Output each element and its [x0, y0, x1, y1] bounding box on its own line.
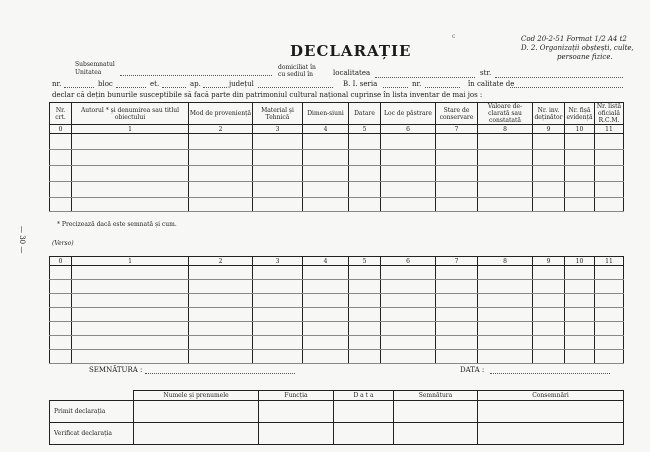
col-header-dimensiuni: Dimen-siuni — [303, 103, 349, 125]
col-num: 0 — [50, 125, 72, 134]
form-code-line1: Cod 20-2-51 Format 1/2 A4 t2 — [521, 35, 627, 43]
inventory-table-verso — [49, 256, 624, 364]
bi-seria-field[interactable] — [383, 87, 408, 88]
table-row[interactable] — [50, 322, 624, 336]
inventory-table-front — [49, 102, 624, 212]
row-label-verificat: Verificat declarația — [50, 423, 134, 445]
declaration-text: declar că dețin bunurile susceptibile să facă parte din patrimoniul cultural național cuprinse în lista inventar de mai jos : — [52, 91, 483, 99]
table-row[interactable] — [50, 294, 624, 308]
label-ap: ap. — [190, 80, 201, 88]
row-label-primit: Primit declarația — [50, 401, 134, 423]
form-code-line2: D. 2. Organizații obștești, culte, — [521, 44, 634, 52]
col-num: 8 — [478, 125, 533, 134]
col-num: 2 — [189, 257, 253, 266]
signature-label: SEMNĂTURA : — [89, 366, 143, 374]
label-str: str. — [480, 69, 492, 77]
header-semnatura: Semnătura — [394, 391, 478, 401]
label-calitate: în calitate de — [468, 80, 515, 88]
etaj-field[interactable] — [162, 87, 186, 88]
col-num: 1 — [72, 257, 189, 266]
header-nume: Numele și prenumele — [134, 391, 259, 401]
confirmation-row-primit[interactable] — [50, 401, 624, 423]
col-header-nr-lista: Nr. listă oficială R.C.M. — [595, 103, 624, 125]
col-num: 6 — [381, 125, 436, 134]
header-functia: Funcția — [259, 391, 334, 401]
col-header-valoare: Valoare de-clarată sau constatată — [478, 103, 533, 125]
confirmation-table — [49, 390, 624, 445]
col-header-stare: Stare de conservare — [436, 103, 478, 125]
label-domiciliat: domiciliat în — [278, 64, 316, 71]
col-num: 5 — [349, 257, 381, 266]
table-row[interactable] — [50, 182, 624, 198]
calitate-field[interactable] — [510, 87, 623, 88]
col-header-nr-crt: Nr. crt. — [50, 103, 72, 125]
label-subsemnatul: Subsemnatul — [75, 61, 115, 68]
header-data: D a t a — [334, 391, 394, 401]
page-number: — 30 — — [18, 226, 26, 254]
table-row[interactable] — [50, 350, 624, 364]
confirmation-header-row — [50, 391, 624, 401]
table-row[interactable] — [50, 308, 624, 322]
label-localitatea: localitatea — [333, 69, 371, 77]
table-row[interactable] — [50, 166, 624, 182]
col-num: 3 — [253, 125, 303, 134]
col-header-loc: Loc de păstrare — [381, 103, 436, 125]
table-number-row — [50, 257, 624, 266]
localitatea-field[interactable] — [375, 77, 475, 78]
date-label: DATA : — [460, 366, 485, 374]
col-num: 10 — [565, 257, 595, 266]
top-mark: c — [452, 33, 456, 40]
col-num: 7 — [436, 125, 478, 134]
name-field[interactable] — [120, 75, 272, 76]
col-num: 7 — [436, 257, 478, 266]
col-num: 0 — [50, 257, 72, 266]
table-row[interactable] — [50, 280, 624, 294]
col-num: 10 — [565, 125, 595, 134]
table-row[interactable] — [50, 134, 624, 150]
col-num: 4 — [303, 257, 349, 266]
label-unitatea: Unitatea — [75, 69, 102, 76]
table-row[interactable] — [50, 198, 624, 212]
col-header-nr-fisa: Nr. fișă evidență — [565, 103, 595, 125]
col-num: 3 — [253, 257, 303, 266]
label-judetul: județul — [229, 80, 254, 88]
label-et: et. — [150, 80, 160, 88]
col-num: 4 — [303, 125, 349, 134]
bloc-field[interactable] — [116, 87, 146, 88]
confirmation-row-verificat[interactable] — [50, 423, 624, 445]
col-num: 9 — [533, 125, 565, 134]
form-code-line3: persoane fizice. — [557, 53, 613, 61]
signature-field[interactable] — [145, 373, 295, 374]
label-bi-nr: nr. — [412, 80, 422, 88]
col-num: 8 — [478, 257, 533, 266]
label-bi-seria: B. I. seria — [343, 80, 378, 88]
col-num: 6 — [381, 257, 436, 266]
bi-nr-field[interactable] — [425, 87, 460, 88]
table-number-row — [50, 125, 624, 134]
table-row[interactable] — [50, 266, 624, 280]
col-num: 9 — [533, 257, 565, 266]
header-consemnari: Consemnări — [478, 391, 624, 401]
col-num: 11 — [595, 125, 624, 134]
table-header-row — [50, 103, 624, 125]
label-bloc: bloc — [98, 80, 113, 88]
number-field[interactable] — [64, 87, 94, 88]
col-header-provenienta: Mod de proveniență — [189, 103, 253, 125]
col-header-material: Material și Tehnică — [253, 103, 303, 125]
ap-field[interactable] — [203, 87, 227, 88]
col-num: 1 — [72, 125, 189, 134]
date-field[interactable] — [490, 373, 610, 374]
col-num: 11 — [595, 257, 624, 266]
judet-field[interactable] — [258, 87, 333, 88]
label-nr: nr. — [52, 80, 62, 88]
page-title: DECLARAȚIE — [290, 42, 412, 60]
table-row[interactable] — [50, 336, 624, 350]
footnote: * Precizează dacă este semnată și cum. — [57, 221, 177, 228]
street-field[interactable] — [495, 77, 623, 78]
label-sediul: cu sediul în — [278, 71, 313, 78]
verso-label: (Verso) — [52, 240, 74, 247]
col-num: 5 — [349, 125, 381, 134]
table-row[interactable] — [50, 150, 624, 166]
col-header-autor: Autorul * și denumirea sau titlul obiectului — [72, 103, 189, 125]
col-num: 2 — [189, 125, 253, 134]
col-header-datare: Datare — [349, 103, 381, 125]
col-header-nr-inv: Nr. inv. deținător — [533, 103, 565, 125]
